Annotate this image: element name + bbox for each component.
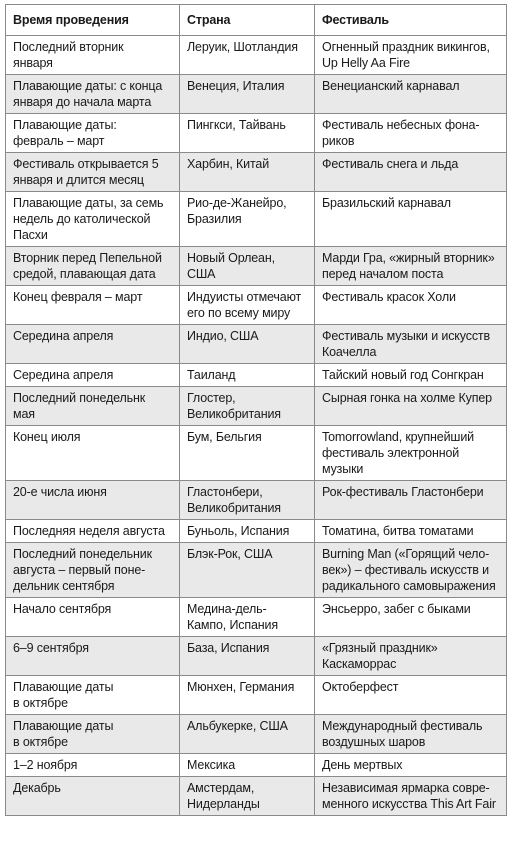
cell-country-text: Индуисты отмечают его по всему миру bbox=[187, 290, 302, 320]
cell-country bbox=[180, 543, 315, 598]
cell-festival-text: Burning Man («Горящий чело- век») – фестиваль искусств и радикального самовыражения bbox=[322, 547, 496, 593]
table-row bbox=[6, 325, 507, 364]
cell-time bbox=[6, 247, 180, 286]
cell-time-text: 20-е числа июня bbox=[13, 485, 107, 499]
cell-country bbox=[180, 426, 315, 481]
table-row bbox=[6, 36, 507, 75]
cell-time-text: 1–2 ноября bbox=[13, 758, 78, 772]
table-row bbox=[6, 114, 507, 153]
cell-country bbox=[180, 387, 315, 426]
table-row bbox=[6, 715, 507, 754]
cell-time bbox=[6, 520, 180, 543]
cell-country bbox=[180, 153, 315, 192]
table-row bbox=[6, 387, 507, 426]
cell-time-text: Декабрь bbox=[13, 781, 61, 795]
cell-country-text: Таиланд bbox=[187, 368, 236, 382]
table-row bbox=[6, 75, 507, 114]
cell-country bbox=[180, 325, 315, 364]
cell-time bbox=[6, 387, 180, 426]
cell-time bbox=[6, 153, 180, 192]
cell-country-text: Пингкси, Тайвань bbox=[187, 118, 286, 132]
cell-festival bbox=[315, 754, 507, 777]
cell-country-text: Бум, Бельгия bbox=[187, 430, 262, 444]
cell-country bbox=[180, 286, 315, 325]
cell-country-text: Буньоль, Испания bbox=[187, 524, 290, 538]
cell-time-text: Плавающие даты в октябре bbox=[13, 680, 114, 710]
cell-country-text: Мюнхен, Германия bbox=[187, 680, 295, 694]
cell-country-text: Индио, США bbox=[187, 329, 259, 343]
cell-festival bbox=[315, 777, 507, 816]
cell-time-text: Последняя неделя августа bbox=[13, 524, 165, 538]
cell-festival-text: «Грязный праздник» Каскаморрас bbox=[322, 641, 438, 671]
cell-country bbox=[180, 676, 315, 715]
cell-country-text: Харбин, Китай bbox=[187, 157, 270, 171]
cell-country-text: Гластонбери, Великобритания bbox=[187, 485, 281, 515]
cell-time bbox=[6, 637, 180, 676]
cell-festival-text: Фестиваль небесных фона- риков bbox=[322, 118, 480, 148]
table-header bbox=[6, 5, 507, 36]
cell-time bbox=[6, 598, 180, 637]
cell-festival bbox=[315, 520, 507, 543]
cell-time bbox=[6, 364, 180, 387]
cell-time bbox=[6, 777, 180, 816]
cell-time bbox=[6, 715, 180, 754]
cell-country bbox=[180, 520, 315, 543]
cell-country-text: Альбукерке, США bbox=[187, 719, 288, 733]
cell-festival bbox=[315, 192, 507, 247]
cell-festival-text: Фестиваль музыки и искусств Коачелла bbox=[322, 329, 490, 359]
cell-festival-text: Фестиваль красок Холи bbox=[322, 290, 456, 304]
cell-festival bbox=[315, 286, 507, 325]
cell-country bbox=[180, 754, 315, 777]
cell-festival-text: Tomorrowland, крупнейший фестиваль электронной музыки bbox=[322, 430, 474, 476]
cell-festival bbox=[315, 387, 507, 426]
cell-festival-text: Сырная гонка на холме Купер bbox=[322, 391, 492, 405]
cell-time bbox=[6, 36, 180, 75]
cell-time-text: Фестиваль открывается 5 января и длится месяц bbox=[13, 157, 159, 187]
cell-festival-text: Энсьерро, забег с быками bbox=[322, 602, 471, 616]
header-time: Время проведения bbox=[6, 5, 180, 36]
cell-country-text: Леруик, Шотландия bbox=[187, 40, 298, 54]
cell-country-text: Рио-де-Жанейро, Бразилия bbox=[187, 196, 287, 226]
cell-country bbox=[180, 777, 315, 816]
cell-time-text: Конец февраля – март bbox=[13, 290, 143, 304]
cell-country bbox=[180, 637, 315, 676]
cell-country-text: Амстердам, Нидерланды bbox=[187, 781, 260, 811]
cell-country-text: Медина-дель- Кампо, Испания bbox=[187, 602, 279, 632]
cell-time-text: Последний понедельник августа – первый поне- дельник сентября bbox=[13, 547, 152, 593]
cell-festival-text: Независимая ярмарка совре- менного искусства This Art Fair bbox=[322, 781, 496, 811]
cell-time-text: Последний понедельнк мая bbox=[13, 391, 146, 421]
cell-festival-text: День мертвых bbox=[322, 758, 403, 772]
cell-time bbox=[6, 676, 180, 715]
cell-festival bbox=[315, 247, 507, 286]
cell-country bbox=[180, 36, 315, 75]
cell-time-text: 6–9 сентября bbox=[13, 641, 89, 655]
cell-time bbox=[6, 543, 180, 598]
table-row bbox=[6, 598, 507, 637]
cell-time-text: Плавающие даты, за семь недель до католической Пасхи bbox=[13, 196, 164, 242]
cell-festival bbox=[315, 715, 507, 754]
cell-time-text: Плавающие даты: с конца января до начала марта bbox=[13, 79, 163, 109]
table-row bbox=[6, 247, 507, 286]
cell-time-text: Конец июля bbox=[13, 430, 81, 444]
cell-time-text: Начало сентября bbox=[13, 602, 112, 616]
cell-time-text: Середина апреля bbox=[13, 368, 114, 382]
cell-festival-text: Фестиваль снега и льда bbox=[322, 157, 459, 171]
table-row bbox=[6, 153, 507, 192]
cell-festival-text: Томатина, битва томатами bbox=[322, 524, 474, 538]
cell-time bbox=[6, 426, 180, 481]
cell-time bbox=[6, 75, 180, 114]
cell-country bbox=[180, 598, 315, 637]
cell-country bbox=[180, 247, 315, 286]
cell-festival-text: Марди Гра, «жирный вторник» перед началом поста bbox=[322, 251, 495, 281]
table-row bbox=[6, 520, 507, 543]
cell-festival bbox=[315, 598, 507, 637]
cell-country-text: Мексика bbox=[187, 758, 235, 772]
table-row bbox=[6, 426, 507, 481]
cell-time bbox=[6, 481, 180, 520]
cell-time-text: Плавающие даты в октябре bbox=[13, 719, 114, 749]
cell-country-text: База, Испания bbox=[187, 641, 270, 655]
cell-time bbox=[6, 286, 180, 325]
cell-festival bbox=[315, 364, 507, 387]
cell-country-text: Венеция, Италия bbox=[187, 79, 285, 93]
cell-time-text: Вторник перед Пепельной средой, плавающая дата bbox=[13, 251, 162, 281]
cell-festival bbox=[315, 114, 507, 153]
table-row bbox=[6, 543, 507, 598]
cell-country bbox=[180, 481, 315, 520]
cell-festival-text: Огненный праздник викингов, Up Helly Aa Fire bbox=[322, 40, 490, 70]
cell-festival-text: Рок-фестиваль Гластонбери bbox=[322, 485, 484, 499]
cell-country-text: Глостер, Великобритания bbox=[187, 391, 281, 421]
cell-country bbox=[180, 114, 315, 153]
table-row bbox=[6, 777, 507, 816]
cell-time bbox=[6, 325, 180, 364]
cell-time bbox=[6, 192, 180, 247]
cell-festival bbox=[315, 36, 507, 75]
table-row bbox=[6, 286, 507, 325]
cell-time bbox=[6, 114, 180, 153]
cell-country-text: Блэк-Рок, США bbox=[187, 547, 273, 561]
table-row bbox=[6, 676, 507, 715]
cell-festival bbox=[315, 543, 507, 598]
cell-festival bbox=[315, 676, 507, 715]
cell-festival bbox=[315, 75, 507, 114]
table-row bbox=[6, 754, 507, 777]
header-row bbox=[6, 5, 507, 36]
festivals-table bbox=[5, 4, 507, 816]
cell-time-text: Плавающие даты: февраль – март bbox=[13, 118, 117, 148]
header-festival: Фестиваль bbox=[315, 5, 507, 36]
cell-festival-text: Международный фестиваль воздушных шаров bbox=[322, 719, 483, 749]
cell-country-text: Новый Орлеан, США bbox=[187, 251, 275, 281]
cell-time-text: Середина апреля bbox=[13, 329, 114, 343]
table-row bbox=[6, 637, 507, 676]
cell-time-text: Последний вторник января bbox=[13, 40, 124, 70]
cell-festival-text: Венецианский карнавал bbox=[322, 79, 460, 93]
cell-festival-text: Тайский новый год Сонгкран bbox=[322, 368, 484, 382]
cell-festival bbox=[315, 153, 507, 192]
cell-country bbox=[180, 364, 315, 387]
cell-country bbox=[180, 715, 315, 754]
table-row bbox=[6, 192, 507, 247]
cell-festival bbox=[315, 637, 507, 676]
cell-time bbox=[6, 754, 180, 777]
table-row bbox=[6, 481, 507, 520]
cell-festival bbox=[315, 481, 507, 520]
cell-festival bbox=[315, 325, 507, 364]
table-row bbox=[6, 364, 507, 387]
table-body bbox=[6, 36, 507, 816]
cell-festival bbox=[315, 426, 507, 481]
cell-country bbox=[180, 192, 315, 247]
cell-festival-text: Бразильский карнавал bbox=[322, 196, 451, 210]
header-country: Страна bbox=[180, 5, 315, 36]
cell-festival-text: Октоберфест bbox=[322, 680, 399, 694]
cell-country bbox=[180, 75, 315, 114]
